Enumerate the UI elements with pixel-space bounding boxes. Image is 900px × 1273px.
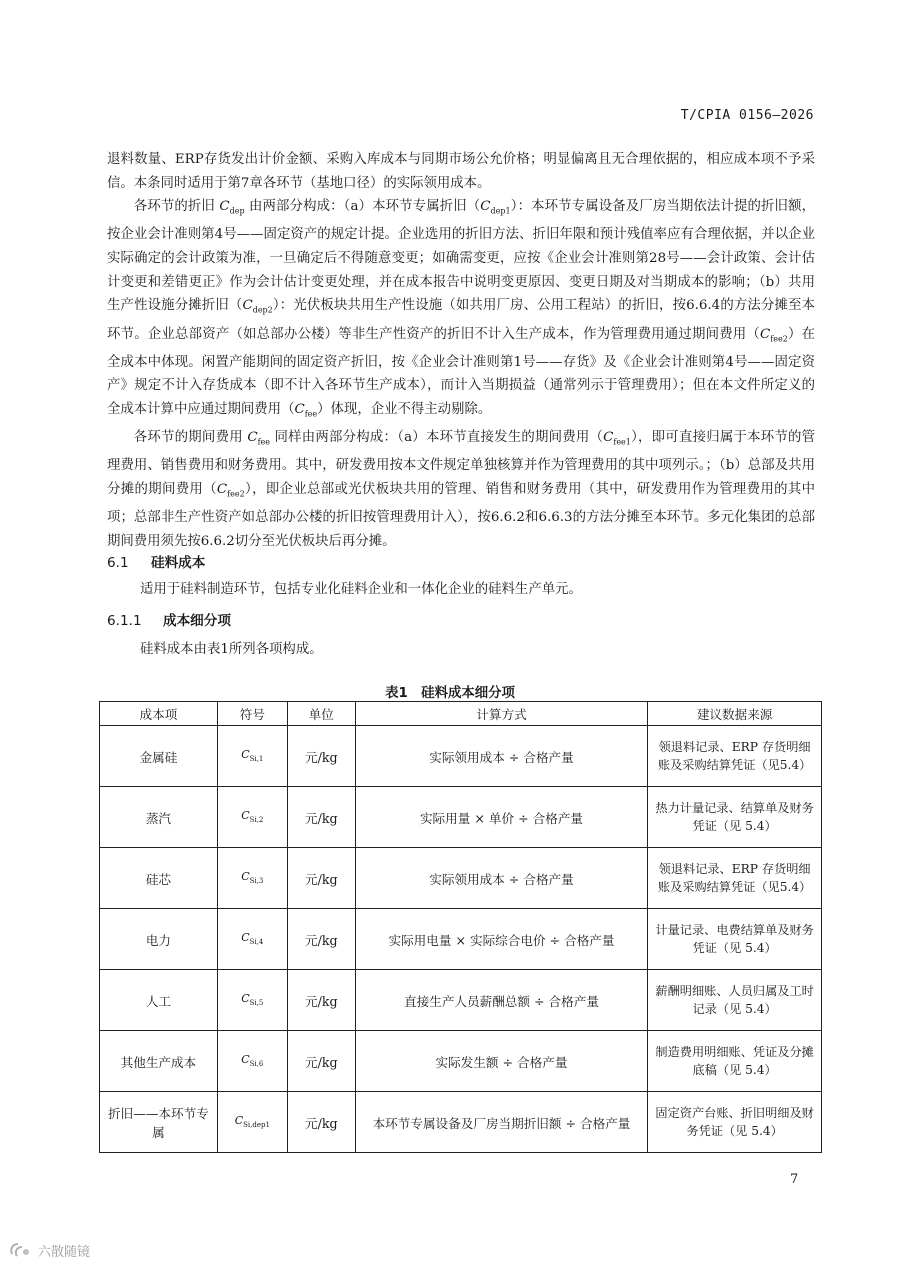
paragraph-period-expense: 各环节的期间费用 $C_{fee}$ 同样由两部分构成：（a）本环节直接发生的期间费用$(C_{fee1})$，即可直接归属于本环节的管理费用、销售费用和财务费用。其中，研发费用按本文件规定单独核算并作为管理费用的其中项列示。；（b）总部及共用分摊的期间费用$(C_{fee2})$，即企业总部或光伏板块共用的管理、销售和财务费用（其中，研发费用作为管理费用的其中项；总部非生产性资产如总部办公楼的折旧按管理费用计入），按6.6.2和6.6.3的方法分摊至本环节。多元化集团的总部期间费用须先按6.6.2切分至光伏板块后再分摊。 (107, 430, 816, 549)
cost-symbol: $C_{Si,6}$ (217, 1031, 287, 1092)
cost-table (99, 701, 822, 1153)
watermark (8, 1240, 90, 1260)
paragraph-depreciation: 各环节的折旧 $C_{dep}$ 由两部分构成：（a）本环节专属折旧$(C_{dep1})$：本环节专属设备及厂房当期依法计提的折旧额，按企业会计准则第4号——固定资产的规定计提。企业选用的折旧方法、折旧年限和预计残值率应有合理依据，并以企业实际确定的会计政策为准，一旦确定后不得随意变更；如确需变更，应按《企业会计准则第28号——会计政策、会计估计变更和差错更正》作为会计估计变更处理，并在成本报告中说明变更原因、变更日期及对当期成本的影响；（b）共用生产性设施分摊折旧$(C_{dep2})$：光伏板块共用生产性设施（如共用厂房、公用工程站）的折旧，按6.6.4的方法分摊至本环节。企业总部资产（如总部办公楼）等非生产性资产的折旧不计入生产成本，作为管理费用通过期间费用$(C_{fee2})$在全成本中体现。闲置产能期间的固定资产折旧，按《企业会计准则第1号——存货》及《企业会计准则第4号——固定资产》规定不计入存货成本（即不计入各环节生产成本），而计入当期损益（通常列示于管理费用）；但在本文件所定义的全成本计算中应通过期间费用$(C_{fee})$体现，企业不得主动剔除。 (107, 199, 816, 419)
body-text (107, 148, 815, 554)
column-header: 计算方式 (355, 702, 647, 726)
column-header: 符号 (217, 702, 287, 726)
cost-source: 领退料记录、ERP 存货明细账及采购结算凭证（见5.4） (648, 848, 822, 909)
cost-calc: 实际用量 × 单价 ÷ 合格产量 (355, 787, 647, 848)
table-row (100, 787, 822, 848)
page-number: 7 (790, 1172, 799, 1187)
cost-unit: 元/kg (287, 1031, 355, 1092)
cost-item: 其他生产成本 (100, 1031, 218, 1092)
cost-item: 电力 (100, 909, 218, 970)
cost-item: 金属硅 (100, 726, 218, 787)
table-caption: 表1 硅料成本细分项 (385, 686, 515, 701)
cost-symbol: $C_{Si,1}$ (217, 726, 287, 787)
cost-symbol: $C_{Si,2}$ (217, 787, 287, 848)
paragraph-continued: 退料数量、ERP存货发出计价金额、采购入库成本与同期市场公允价格；明显偏离且无合理依据的，相应成本项不予采信。本条同时适用于第7章各环节（基地口径）的实际领用成本。 (107, 152, 815, 191)
cost-calc: 直接生产人员薪酬总额 ÷ 合格产量 (355, 970, 647, 1031)
cost-symbol: $C_{Si,3}$ (217, 848, 287, 909)
cost-source: 薪酬明细账、人员归属及工时记录（见 5.4） (648, 970, 822, 1031)
cost-unit: 元/kg (287, 848, 355, 909)
section-6-1-1-text: 硅料成本由表1所列各项构成。 (140, 642, 323, 657)
cost-calc: 实际领用成本 ÷ 合格产量 (355, 726, 647, 787)
cost-source: 领退料记录、ERP 存货明细账及采购结算凭证（见5.4） (648, 726, 822, 787)
cost-symbol: $C_{Si,5}$ (217, 970, 287, 1031)
cost-item: 折旧——本环节专属 (100, 1092, 218, 1153)
section-heading-6-1: 6.1 硅料成本 (107, 555, 206, 571)
cost-item: 蒸汽 (100, 787, 218, 848)
table-row (100, 848, 822, 909)
cost-calc: 实际领用成本 ÷ 合格产量 (355, 848, 647, 909)
cost-source: 固定资产台账、折旧明细及财务凭证（见 5.4） (648, 1092, 822, 1153)
watermark-text: 六散随镜 (38, 1244, 91, 1260)
cost-symbol: $C_{Si,4}$ (217, 909, 287, 970)
section-heading-6-1-1: 6.1.1 成本细分项 (107, 613, 231, 629)
column-header: 单位 (287, 702, 355, 726)
cost-source: 计量记录、电费结算单及财务凭证（见 5.4） (648, 909, 822, 970)
cost-calc: 本环节专属设备及厂房当期折旧额 ÷ 合格产量 (355, 1092, 647, 1153)
cost-unit: 元/kg (287, 787, 355, 848)
cost-source: 热力计量记录、结算单及财务凭证（见 5.4） (648, 787, 822, 848)
section-6-1-text: 适用于硅料制造环节，包括专业化硅料企业和一体化企业的硅料生产单元。 (140, 582, 582, 597)
column-header: 成本项 (100, 702, 218, 726)
table-header-row (100, 702, 822, 726)
table-row (100, 909, 822, 970)
column-header: 建议数据来源 (648, 702, 822, 726)
cost-unit: 元/kg (287, 726, 355, 787)
document-code: T/CPIA 0156—2026 (680, 108, 814, 123)
cost-item: 硅芯 (100, 848, 218, 909)
cost-item: 人工 (100, 970, 218, 1031)
table-row (100, 1092, 822, 1153)
cost-unit: 元/kg (287, 909, 355, 970)
watermark-logo-icon (8, 1240, 34, 1260)
table-row (100, 726, 822, 787)
cost-calc: 实际发生额 ÷ 合格产量 (355, 1031, 647, 1092)
table-row (100, 1031, 822, 1092)
cost-unit: 元/kg (287, 1092, 355, 1153)
cost-unit: 元/kg (287, 970, 355, 1031)
table-row (100, 970, 822, 1031)
cost-symbol: $C_{Si,dep1}$ (217, 1092, 287, 1153)
cost-calc: 实际用电量 × 实际综合电价 ÷ 合格产量 (355, 909, 647, 970)
cost-source: 制造费用明细账、凭证及分摊底稿（见 5.4） (648, 1031, 822, 1092)
